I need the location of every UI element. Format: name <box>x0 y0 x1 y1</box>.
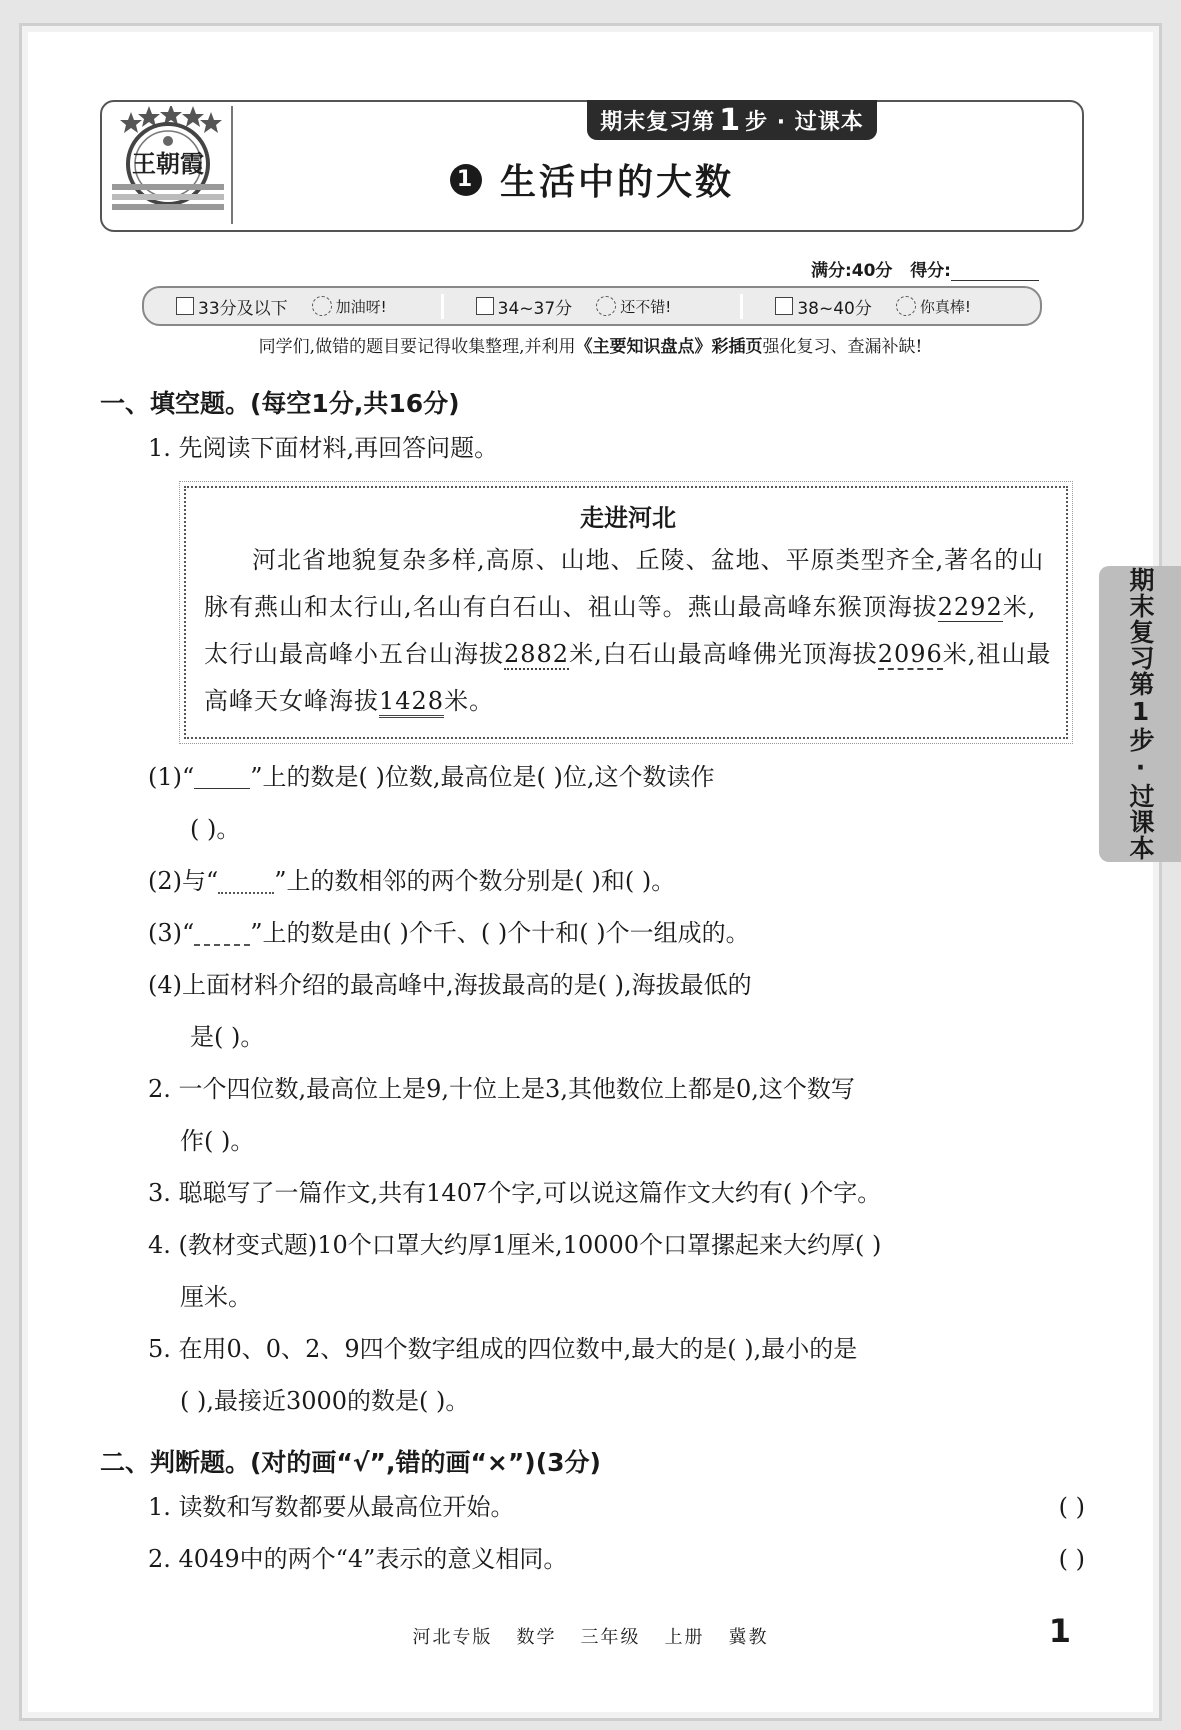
dashed-marker <box>194 924 250 946</box>
checkbox[interactable] <box>775 297 793 315</box>
sub-question-1: (1)“ ”上的数是( )位数,最高位是( )位,这个数读作 <box>148 763 715 791</box>
question-1: 1. 先阅读下面材料,再回答问题。 <box>148 434 499 462</box>
footer: 河北专版 数学 三年级 上册 冀教 <box>412 1627 769 1648</box>
question-2-cont: 作( )。 <box>180 1127 255 1155</box>
underline-marker <box>194 768 250 789</box>
sub-question-4-cont: 是( )。 <box>190 1023 265 1051</box>
step-tab: 期末复习第 1 步 · 过课本 <box>587 100 877 140</box>
answer-paren[interactable]: ( ) <box>1058 1545 1085 1573</box>
judge-question-1: 1. 读数和写数都要从最高位开始。 ( ) <box>100 1481 1085 1533</box>
sub-question-2: (2)与“ ”上的数相邻的两个数分别是( )和( )。 <box>148 867 676 895</box>
notice-text: 同学们,做错的题目要记得收集整理,并利用《主要知识盘点》彩插页强化复习、查漏补缺! <box>258 337 923 357</box>
question-3: 3. 聪聪写了一篇作文,共有1407个字,可以说这篇作文大约有( )个字。 <box>148 1179 882 1207</box>
section-2-title: 二、判断题。(对的画“√”,错的画“×”)(3分) <box>100 1448 601 1477</box>
sub-question-3: (3)“ ”上的数是由( )个千、( )个十和( )个一组成的。 <box>148 919 750 947</box>
level-2: 34~37分 还不错! <box>444 294 744 319</box>
score-levels-bar <box>142 286 1042 326</box>
lesson-number-badge: 1 <box>450 164 482 196</box>
wave-marker <box>218 872 274 894</box>
question-4-cont: 厘米。 <box>180 1283 252 1311</box>
section-1-title: 一、填空题。(每空1分,共16分) <box>100 389 460 418</box>
score-blank[interactable] <box>951 262 1039 281</box>
answer-paren[interactable]: ( ) <box>1058 1493 1085 1521</box>
question-2: 2. 一个四位数,最高位上是9,十位上是3,其他数位上都是0,这个数写 <box>148 1075 855 1103</box>
question-4: 4. (教材变式题)10个口罩大约厚1厘米,10000个口罩摞起来大约厚( ) <box>148 1231 882 1259</box>
level-1: 33分及以下 加油呀! <box>144 294 444 319</box>
level-3: 38~40分 你真棒! <box>743 294 1040 319</box>
score-line: 满分:40分 得分: <box>811 256 1039 281</box>
sub-question-1-cont: ( )。 <box>190 815 241 843</box>
header-box <box>100 100 1084 232</box>
checkbox[interactable] <box>176 297 194 315</box>
smiley-icon <box>596 296 616 316</box>
judge-question-2: 2. 4049中的两个“4”表示的意义相同。 ( ) <box>100 1533 1085 1585</box>
checkbox[interactable] <box>476 297 494 315</box>
reading-title: 走进河北 <box>580 504 676 532</box>
reading-box <box>184 486 1068 739</box>
question-5: 5. 在用0、0、2、9四个数字组成的四位数中,最大的是( ),最小的是 <box>148 1335 858 1363</box>
reading-text: 河北省地貌复杂多样,高原、山地、丘陵、盆地、平原类型齐全,著名的山脉有燕山和太行山,名山有白石山、祖山等。燕山最高峰东猴顶海拔2292米,太行山最高峰小五台山海拔2882米,白石山最高峰佛光顶海拔2096米,祖山最高峰天女峰海拔1428米。 <box>204 537 1052 725</box>
main-content <box>100 386 1085 1585</box>
question-5-cont: ( ),最接近3000的数是( )。 <box>180 1387 470 1415</box>
smiley-icon <box>312 296 332 316</box>
smiley-icon <box>896 296 916 316</box>
logo-wordmark: 王朝霞 <box>132 149 204 178</box>
sub-question-4: (4)上面材料介绍的最高峰中,海拔最高的是( ),海拔最低的 <box>148 971 752 999</box>
page-number: 1 <box>1048 1612 1071 1650</box>
lesson-title: 1 生活中的大数 <box>102 154 1082 205</box>
side-tab: 期末复习第1步·过课本 <box>1099 566 1181 862</box>
